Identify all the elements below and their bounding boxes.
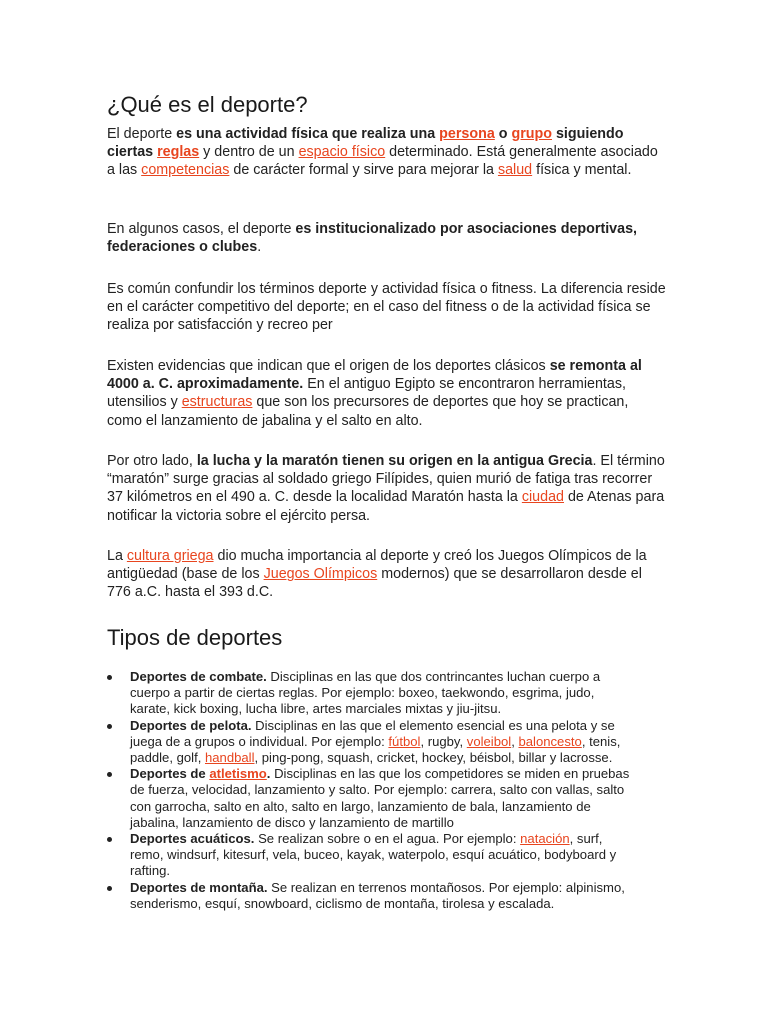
link-voleibol[interactable]: voleibol [466,733,512,749]
bold-text: se remonta al 4000 a. C. aproximadamente. [107,358,642,393]
link-juegos-olimpicos[interactable]: Juegos Olímpicos [263,566,378,583]
bold-segment: Deportes de [130,766,210,782]
bold-text: es institucionalizado por asociaciones deportivas, federaciones o clubes [107,221,638,256]
text: Es común confundir los términos deporte y actividad física o fitness. La diferencia reside en el carácter competitivo del deporte; en el caso del fitness o de la actividad física se realiza por satisfacción y recreo per [107,281,666,334]
bold-text: la lucha y la maratón tienen su origen en la antigua Grecia [196,453,593,469]
text: , ping-pong, squash, cricket, hockey, béisbol, billar y lacrosse. [254,750,613,766]
text: de carácter formal y sirve para mejorar la [229,162,498,179]
link-grupo[interactable]: grupo [511,126,552,142]
bold-segment: o [494,126,512,142]
text: En algunos casos, el deporte [107,221,296,237]
link-salud[interactable]: salud [497,162,533,179]
text: , rugby, [420,733,467,749]
link-persona[interactable]: persona [439,126,495,142]
bullet-icon [107,675,112,680]
text: Se realizan sobre o en el agua. Por ejemplo: [254,831,521,847]
page-title: ¿Qué es el deporte? [107,92,308,117]
list-item-acuaticos [107,831,637,880]
link-ciudad[interactable]: ciudad [521,489,564,506]
institutional-paragraph [107,220,667,256]
text: La [107,548,127,564]
link-handball[interactable]: handball [204,750,255,766]
link-natacion[interactable]: natación [520,831,570,847]
list-item-montana [107,880,637,912]
text: Disciplinas en las que dos contrincantes luchan cuerpo a cuerpo a partir de ciertas reglas. Por ejemplo: boxeo, taekwondo, esgrima, judo, karate, kick boxing, lucha libre, artes marciales mixtas y jiu-jitsu. [130,669,601,717]
bold-text: Deportes de combate. [130,669,267,684]
bold-segment: siguiendo ciertas [107,126,624,161]
list-item-combate [107,669,637,718]
intro-paragraph [107,125,667,180]
origin-paragraph [107,357,667,430]
text: . El término “maratón” surge gracias al soldado griego Filípides, quien murió de fatiga tras recorrer 37 kilómetros en el 490 a. C. desde la localidad Maratón hasta la [107,453,665,506]
link-futbol[interactable]: fútbol [388,733,421,749]
link-cultura-griega[interactable]: cultura griega [126,548,214,564]
text: modernos) que se desarrollaron desde el 776 a.C. hasta el 393 d.C. [107,566,642,601]
text: Se realizan en terrenos montañosos. Por ejemplo: alpinismo, senderismo, esquí, snowboard, ciclismo de montaña, tirolesa y escalada. [130,879,625,911]
text: y dentro de un [199,144,299,161]
link-espacio-fisico[interactable]: espacio físico [298,144,386,161]
text: . [257,239,262,256]
text: Por otro lado, [107,453,197,469]
olympics-paragraph [107,547,667,602]
text: determinado. Está generalmente asociado a las [107,144,658,179]
text: En el antiguo Egipto se encontraron herramientas, utensilios y [107,376,626,411]
list-item-atletismo [107,766,637,831]
section-title-tipos: Tipos de deportes [107,625,283,650]
text: de Atenas para notificar la victoria sobre el ejército persa. [107,489,665,524]
list-item-pelota [107,718,637,767]
bullet-icon [107,724,112,729]
link-baloncesto[interactable]: baloncesto [518,733,582,749]
link-reglas[interactable]: reglas [157,144,200,161]
bullet-icon [107,886,112,891]
fitness-paragraph [107,280,667,335]
text: , tenis, paddle, golf, [130,733,621,766]
text: Disciplinas en las que el elemento esencial es una pelota y se juega de a grupos o individual. Por ejemplo: [130,717,615,749]
bullet-icon [107,772,112,777]
bold-text [130,766,270,781]
bold-text: Deportes de montaña. [130,879,268,895]
bullet-icon [107,837,112,842]
sports-types-list [107,669,637,912]
link-atletismo[interactable]: atletismo [209,766,267,782]
bold-segment: . [266,766,271,782]
bold-text: Deportes acuáticos. [130,831,255,847]
link-competencias[interactable]: competencias [141,162,230,179]
link-estructuras[interactable]: estructuras [181,394,253,411]
text: que son los precursores de deportes que hoy se practican, como el lanzamiento de jabalina y el salto en alto. [107,394,629,429]
text: Disciplinas en las que los competidores se miden en pruebas de fuerza, velocidad, lanzamiento y salto. Por ejemplo: carrera, salto con vallas, salto con garrocha, salto en alto, salto en largo, lanzamiento de bala, lanzamiento de jabalina, lanzamiento de disco y lanzamiento de martillo [130,766,630,830]
text: Existen evidencias que indican que el origen de los deportes clásicos [107,358,550,374]
bold-text: Deportes de pelota. [130,717,252,733]
greece-paragraph [107,452,667,525]
text: El deporte [107,126,177,142]
text: , surf, remo, windsurf, kitesurf, vela, buceo, kayak, waterpolo, esquí acuático, bodyboard y rafting. [130,831,617,879]
bold-segment: es una actividad física que realiza una [176,126,440,142]
text: dio mucha importancia al deporte y creó los Juegos Olímpicos de la antigüedad (base de los [107,548,647,583]
text: física y mental. [532,162,632,179]
text: , [511,733,519,749]
